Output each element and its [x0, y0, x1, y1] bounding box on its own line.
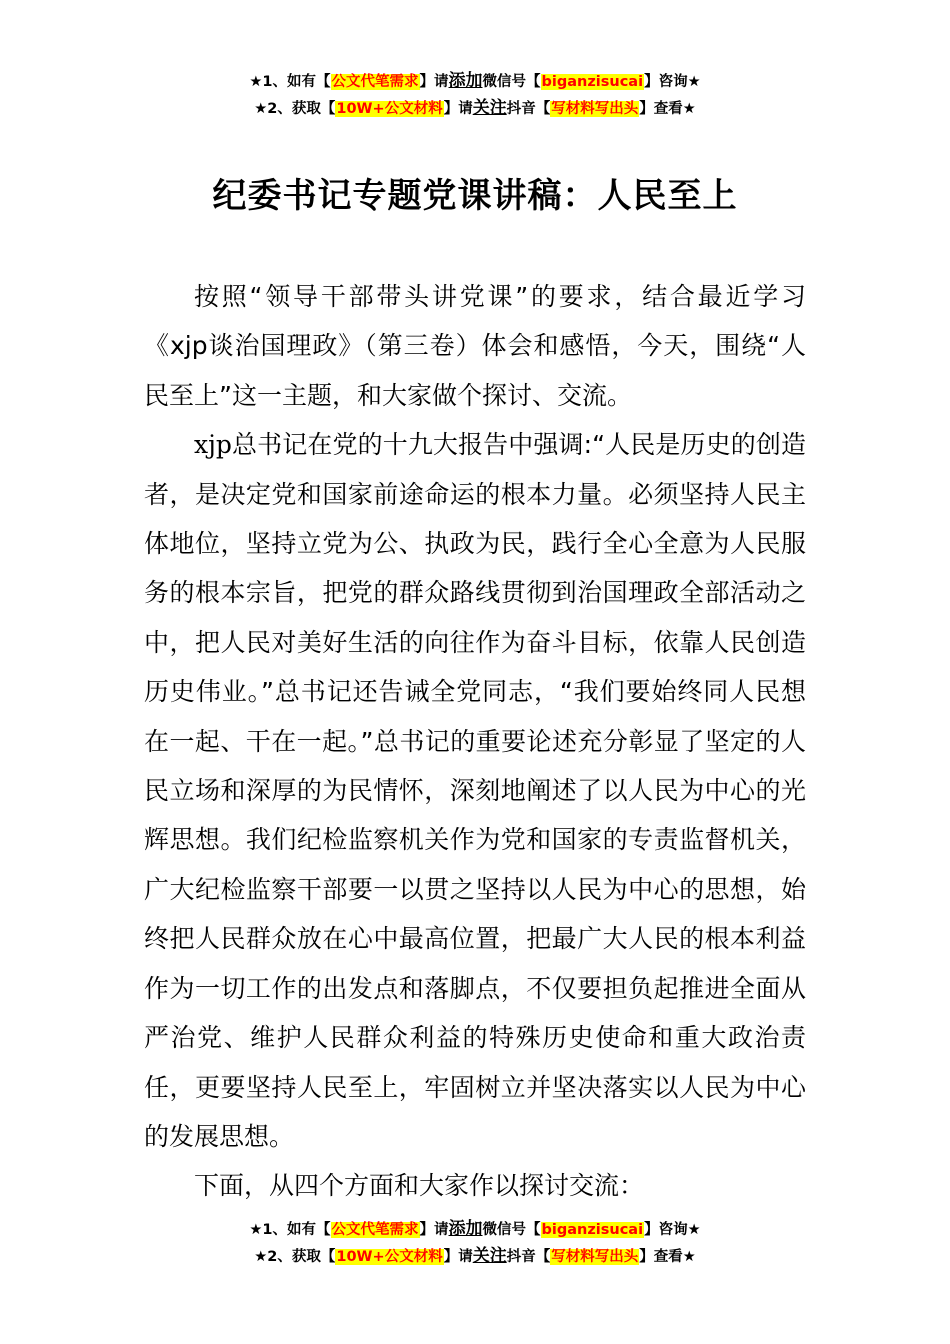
- banner-highlight: 10W+公文材料: [336, 101, 443, 117]
- paragraph-text: 按照“领导干部带头讲党课”的要求，结合最近学习《xjp谈治国理政》（第三卷）体会和感悟，今天，围绕“人民至上”这一主题，和大家做个探讨、交流。: [144, 282, 806, 410]
- banner-line-2: [0, 95, 950, 122]
- paragraph: [144, 420, 806, 1161]
- banner-highlight: 公文代笔需求: [331, 74, 419, 90]
- banner-highlight: 公文代笔需求: [331, 1222, 419, 1238]
- document-body: [144, 272, 806, 1211]
- banner-text: 微信号【: [482, 1222, 541, 1238]
- banner-highlight: 写材料写出头: [551, 1249, 639, 1265]
- banner-text: ★2、获取【: [254, 101, 336, 117]
- document-title: 纪委书记专题党课讲稿：人民至上: [212, 176, 738, 216]
- banner-line-1: [0, 1216, 950, 1243]
- banner-text: 】请: [419, 74, 449, 90]
- banner-line-2: [0, 1243, 950, 1270]
- banner-emphasis: 关注: [472, 98, 507, 118]
- banner-highlight: 10W+公文材料: [336, 1249, 443, 1265]
- banner-text: 】查看★: [639, 101, 696, 117]
- paragraph-lead: xjp: [194, 430, 232, 460]
- banner-text: 】请: [419, 1222, 449, 1238]
- banner-emphasis: 添加: [448, 1219, 483, 1239]
- banner-text: 】咨询★: [644, 1222, 701, 1238]
- banner-highlight: biganzisucai: [541, 1222, 644, 1238]
- banner-emphasis: 添加: [448, 71, 483, 91]
- banner-text: 】请: [443, 1249, 473, 1265]
- banner-text: ★1、如有【: [249, 1222, 331, 1238]
- banner-text: 】查看★: [639, 1249, 696, 1265]
- banner-highlight: 写材料写出头: [551, 101, 639, 117]
- banner-text: ★2、获取【: [254, 1249, 336, 1265]
- banner-highlight: biganzisucai: [541, 74, 644, 90]
- banner-text: 抖音【: [506, 101, 551, 117]
- banner-line-1: [0, 68, 950, 95]
- banner-text: 抖音【: [506, 1249, 551, 1265]
- banner-emphasis: 关注: [472, 1246, 507, 1266]
- banner-text: 】咨询★: [644, 74, 701, 90]
- banner-text: ★1、如有【: [249, 74, 331, 90]
- paragraph: [144, 272, 806, 420]
- paragraph-text: 下面，从四个方面和大家作以探讨交流：: [194, 1171, 645, 1201]
- banner-text: 】请: [443, 101, 473, 117]
- banner-text: 微信号【: [482, 74, 541, 90]
- header-banner: [0, 68, 950, 122]
- paragraph-text: 总书记在党的十九大报告中强调:“人民是历史的创造者，是决定党和国家前途命运的根本力量。必须坚持人民主体地位，坚持立党为公、执政为民，践行全心全意为人民服务的根本宗旨，把党的群众路线贯彻到治国理政全部活动之中，把人民对美好生活的向往作为奋斗目标，依靠人民创造历史伟业。”总书记还告诫全党同志，“我们要始终同人民想在一起、干在一起。”总书记的重要论述充分彰显了坚定的人民立场和深厚的为民情怀，深刻地阐述了以人民为中心的光辉思想。我们纪检监察机关作为党和国家的专责监督机关，广大纪检监察干部要一以贯之坚持以人民为中心的思想，始终把人民群众放在心中最高位置，把最广大人民的根本利益作为一切工作的出发点和落脚点，不仅要担负起推进全面从严治党、维护人民群众利益的特殊历史使命和重大政治责任，更要坚持人民至上，牢固树立并坚决落实以人民为中心的发展思想。: [144, 430, 806, 1151]
- footer-banner: [0, 1216, 950, 1270]
- paragraph: [144, 1161, 806, 1210]
